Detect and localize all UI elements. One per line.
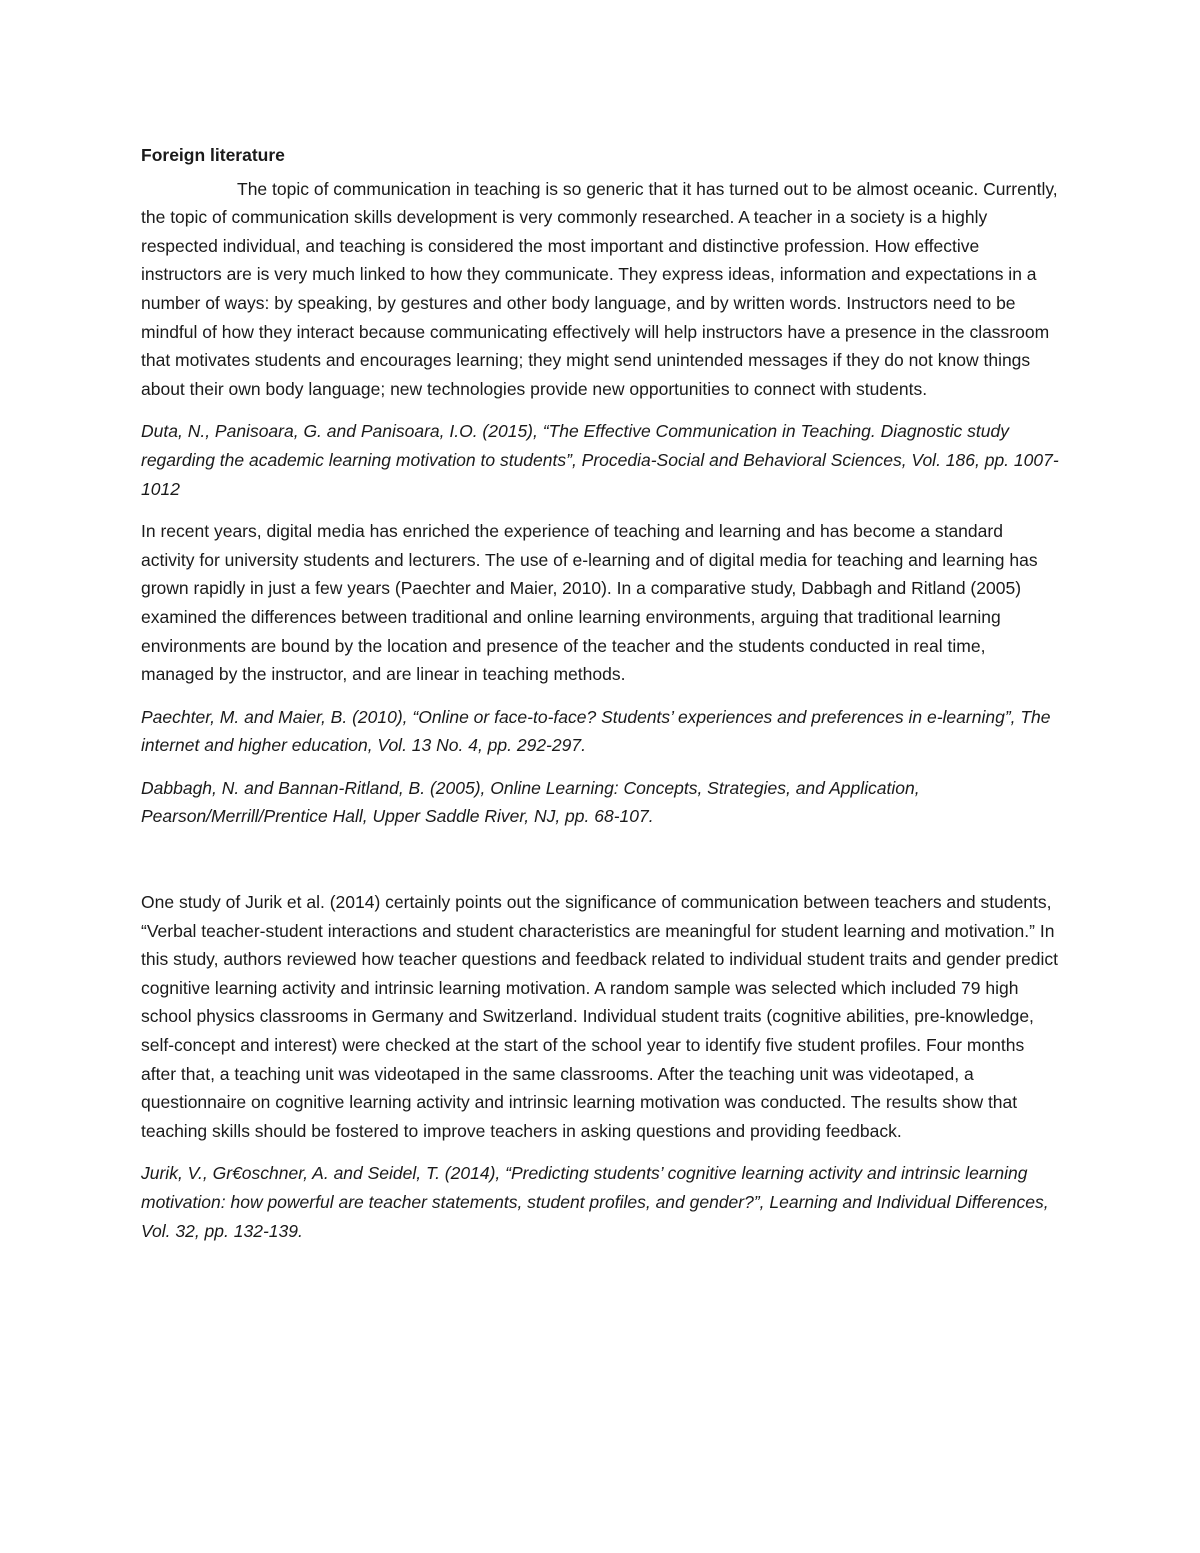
page-heading: Foreign literature: [141, 145, 285, 165]
paragraph-2: In recent years, digital media has enriched the experience of teaching and learning and has become a standard activity for university students and lecturers. The use of e-learning and of digital media for teaching and learning has grown rapidly in just a few years (Paechter and Maier, 2010). In a comparative study, Dabbagh and Ritland (2005) examined the differences between traditional and online learning environments, arguing that traditional learning environments are bound by the location and presence of the teacher and the students conducted in real time, managed by the instructor, and are linear in teaching methods.: [141, 521, 1038, 685]
spacer: [141, 403, 1059, 417]
citation-1: Duta, N., Panisoara, G. and Panisoara, I.O. (2015), “The Effective Communication in Teaching. Diagnostic study regarding the academic learning motivation to students”, Procedia-Social and Behavioral Sciences, Vol. 186, pp. 1007-1012: [141, 421, 1059, 499]
paragraph-1: The topic of communication in teaching is so generic that it has turned out to be almost oceanic. Currently, the topic of communication skills development is very commonly researched. A teacher in a society is a highly respected individual, and teaching is considered the most important and distinctive profession. How effective instructors are is very much linked to how they communicate. They express ideas, information and expectations in a number of ways: by speaking, by gestures and other body language, and by written words. Instructors need to be mindful of how they interact because communicating effectively will help instructors have a presence in the classroom that motivates students and encourages learning; they might send unintended messages if they do not know things about their own body language; new technologies provide new opportunities to connect with students.: [141, 178, 1058, 399]
spacer: [141, 689, 1059, 703]
spacer: [141, 503, 1059, 517]
citation-2: Paechter, M. and Maier, B. (2010), “Online or face-to-face? Students’ experiences and preferences in e-learning”, The internet and higher education, Vol. 13 No. 4, pp. 292-297.: [141, 706, 1051, 756]
paragraph-3: One study of Jurik et al. (2014) certainly points out the significance of communication between teachers and students, “Verbal teacher-student interactions and student characteristics are meaningful for student learning and motivation.” In this study, authors reviewed how teacher questions and feedback related to individual student traits and gender predict cognitive learning activity and intrinsic learning motivation. A random sample was selected which included 79 high school physics classrooms in Germany and Switzerland. Individual student traits (cognitive abilities, pre-knowledge, self-concept and interest) were checked at the start of the school year to identify five student profiles. Four months after that, a teaching unit was videotaped in the same classrooms. After the teaching unit was videotaped, a questionnaire on cognitive learning activity and intrinsic learning motivation was conducted. The results show that teaching skills should be fostered to improve teachers in asking questions and providing feedback.: [141, 892, 1059, 1141]
document-body: [141, 141, 1059, 1245]
citation-3: Dabbagh, N. and Bannan-Ritland, B. (2005), Online Learning: Concepts, Strategies, and Application, Pearson/Merrill/Prentice Hall, Upper Saddle River, NJ, pp. 68-107.: [141, 777, 920, 827]
spacer: [141, 760, 1059, 774]
spacer: [141, 1145, 1059, 1159]
spacer: [141, 831, 1059, 888]
citation-4: Jurik, V., Gr€oschner, A. and Seidel, T. (2014), “Predicting students’ cognitive learning activity and intrinsic learning motivation: how powerful are teacher statements, student profiles, and gender?”, Learning and Individual Differences, Vol. 32, pp. 132-139.: [141, 1163, 1049, 1241]
